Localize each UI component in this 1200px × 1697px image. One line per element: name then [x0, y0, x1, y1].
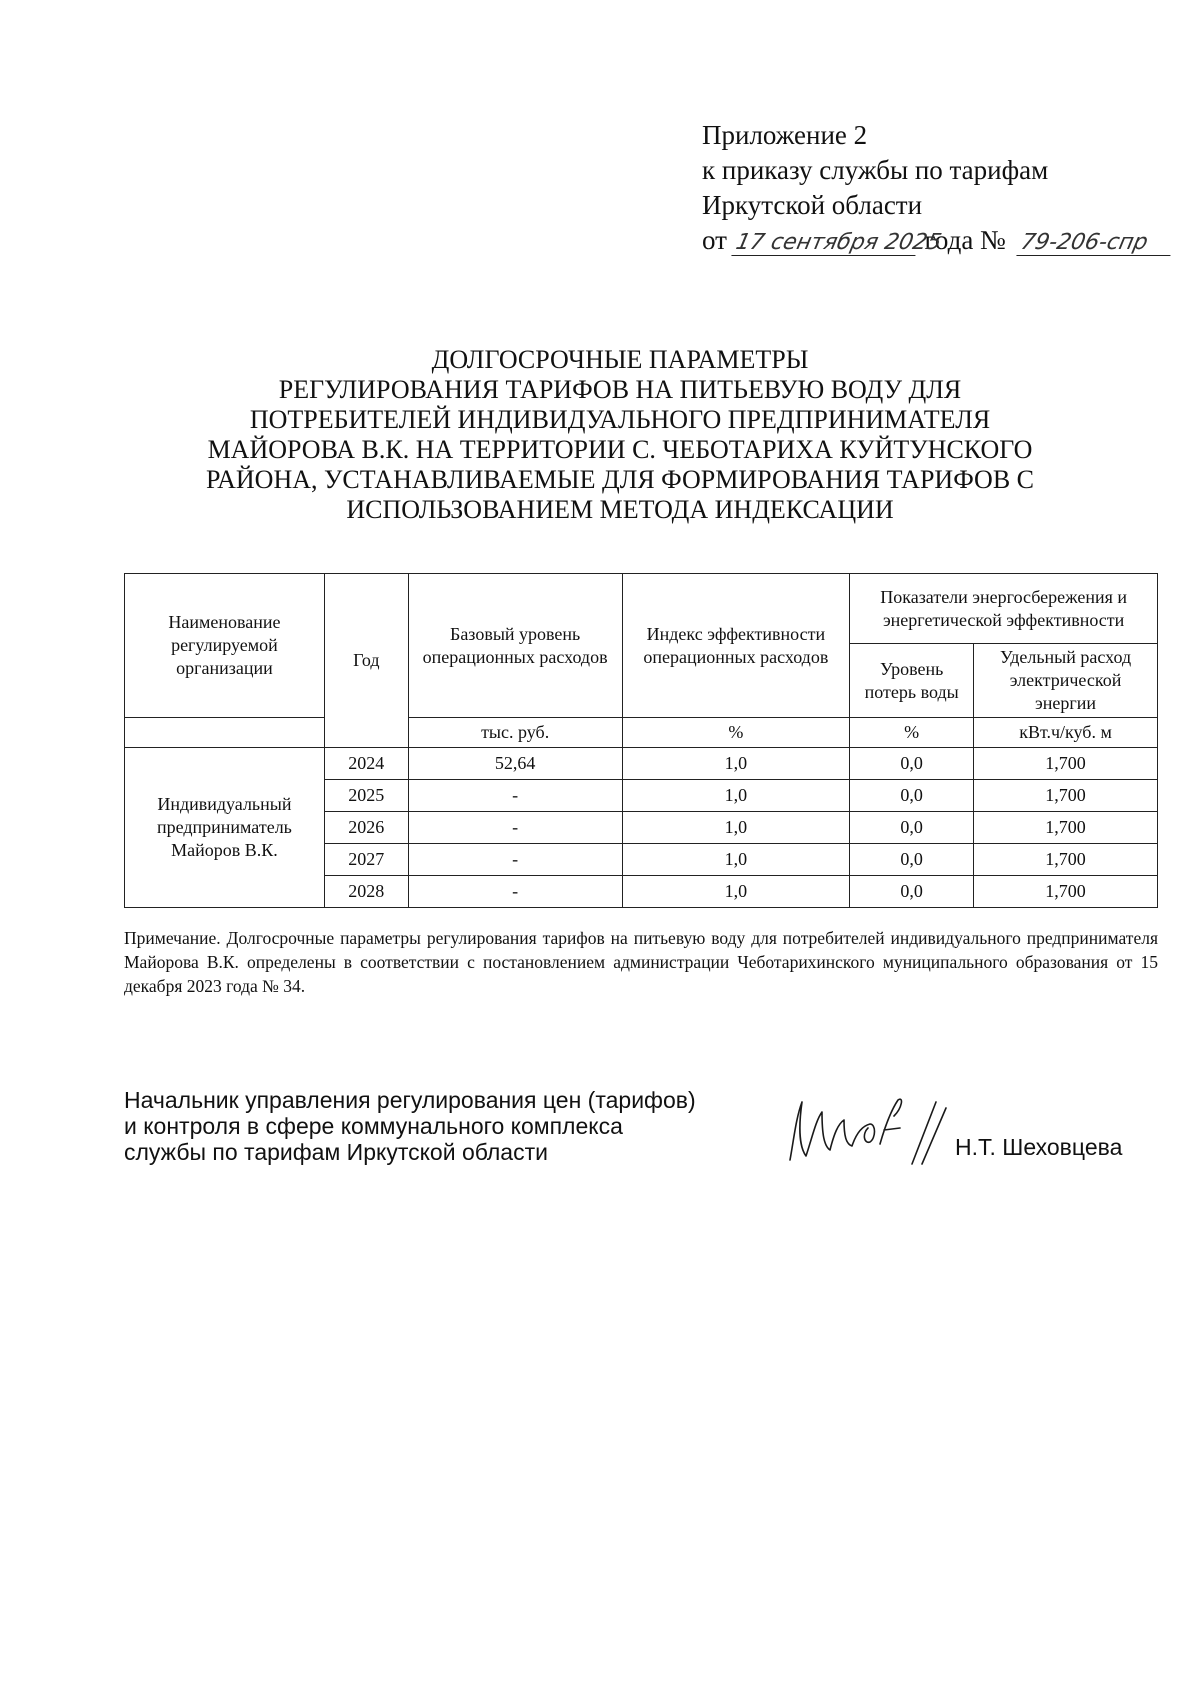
specific-consumption-cell: 1,700	[974, 876, 1158, 908]
signature-line-2: и контроля в сфере коммунального комплекса	[124, 1113, 623, 1139]
specific-consumption-cell: 1,700	[974, 844, 1158, 876]
specific-consumption-cell: 1,700	[974, 812, 1158, 844]
base-level-cell: 52,64	[408, 748, 622, 780]
units-org-empty	[125, 718, 325, 748]
year-cell: 2025	[324, 780, 408, 812]
signature-line-1: Начальник управления регулирования цен (тарифов)	[124, 1087, 696, 1113]
unit-base-level: тыс. руб.	[408, 718, 622, 748]
efficiency-index-cell: 1,0	[622, 748, 850, 780]
loss-level-cell: 0,0	[850, 876, 974, 908]
header-row	[125, 574, 1158, 644]
table-row	[125, 748, 1158, 780]
base-level-cell: -	[408, 876, 622, 908]
header-energy-group: Показатели энергосбережения и энергетической эффективности	[850, 574, 1158, 644]
title-line-6: ИСПОЛЬЗОВАНИЕМ МЕТОДА ИНДЕКСАЦИИ	[346, 495, 894, 524]
year-word: года №	[924, 225, 1006, 255]
units-row	[125, 718, 1158, 748]
title-line-1: ДОЛГОСРОЧНЫЕ ПАРАМЕТРЫ	[431, 345, 809, 374]
year-cell: 2027	[324, 844, 408, 876]
handwritten-signature-icon	[776, 1090, 951, 1172]
handwritten-date: 17 сентября 2025	[731, 231, 920, 256]
header-base-level: Базовый уровень операционных расходов	[408, 574, 622, 718]
unit-loss-level: %	[850, 718, 974, 748]
unit-specific-consumption: кВт.ч/куб. м	[974, 718, 1158, 748]
header-specific-consumption: Удельный расход электрической энергии	[974, 644, 1158, 718]
signature-line-3: службы по тарифам Иркутской области	[124, 1139, 548, 1165]
loss-level-cell: 0,0	[850, 844, 974, 876]
header-efficiency-index: Индекс эффективности операционных расходов	[622, 574, 850, 718]
title-line-3: ПОТРЕБИТЕЛЕЙ ИНДИВИДУАЛЬНОГО ПРЕДПРИНИМАТЕЛЯ	[249, 405, 991, 434]
appendix-line-2: к приказу службы по тарифам	[702, 155, 1049, 185]
year-cell: 2028	[324, 876, 408, 908]
efficiency-index-cell: 1,0	[622, 780, 850, 812]
year-cell: 2024	[324, 748, 408, 780]
base-level-cell: -	[408, 844, 622, 876]
signer-name: Н.Т. Шеховцева	[955, 1134, 1123, 1160]
signature-block	[124, 1087, 696, 1165]
efficiency-index-cell: 1,0	[622, 812, 850, 844]
loss-level-cell: 0,0	[850, 780, 974, 812]
unit-efficiency-index: %	[622, 718, 850, 748]
efficiency-index-cell: 1,0	[622, 876, 850, 908]
loss-level-cell: 0,0	[850, 748, 974, 780]
date-prefix: от	[702, 225, 727, 255]
appendix-line-3: Иркутской области	[702, 190, 923, 220]
title-line-5: РАЙОНА, УСТАНАВЛИВАЕМЫЕ ДЛЯ ФОРМИРОВАНИЯ ТАРИФОВ С	[205, 465, 1035, 494]
year-cell: 2026	[324, 812, 408, 844]
document-title	[120, 345, 1120, 525]
base-level-cell: -	[408, 812, 622, 844]
appendix-date-line	[702, 223, 1173, 258]
title-line-2: РЕГУЛИРОВАНИЯ ТАРИФОВ НА ПИТЬЕВУЮ ВОДУ ДЛЯ	[278, 375, 962, 404]
appendix-block	[702, 118, 1173, 258]
specific-consumption-cell: 1,700	[974, 748, 1158, 780]
loss-level-cell: 0,0	[850, 812, 974, 844]
parameters-table	[124, 573, 1158, 908]
base-level-cell: -	[408, 780, 622, 812]
appendix-line-1: Приложение 2	[702, 120, 868, 150]
header-year: Год	[324, 574, 408, 748]
header-org: Наименование регулируемой организации	[125, 574, 325, 718]
title-line-4: МАЙОРОВА В.К. НА ТЕРРИТОРИИ С. ЧЕБОТАРИХА КУЙТУНСКОГО	[207, 435, 1033, 464]
efficiency-index-cell: 1,0	[622, 844, 850, 876]
table-note: Примечание. Долгосрочные параметры регулирования тарифов на питьевую воду для потребителей индивидуального предпринимателя Майорова В.К. определены в соответствии с постановлением администрации Чеботарихинского муниципального образования от 15 декабря 2023 года № 34.	[124, 928, 1158, 996]
handwritten-order-number: 79-206-спр	[1016, 231, 1175, 256]
specific-consumption-cell: 1,700	[974, 780, 1158, 812]
header-loss-level: Уровень потерь воды	[850, 644, 974, 718]
org-name-cell: Индивидуальный предприниматель Майоров В.К.	[125, 748, 325, 908]
